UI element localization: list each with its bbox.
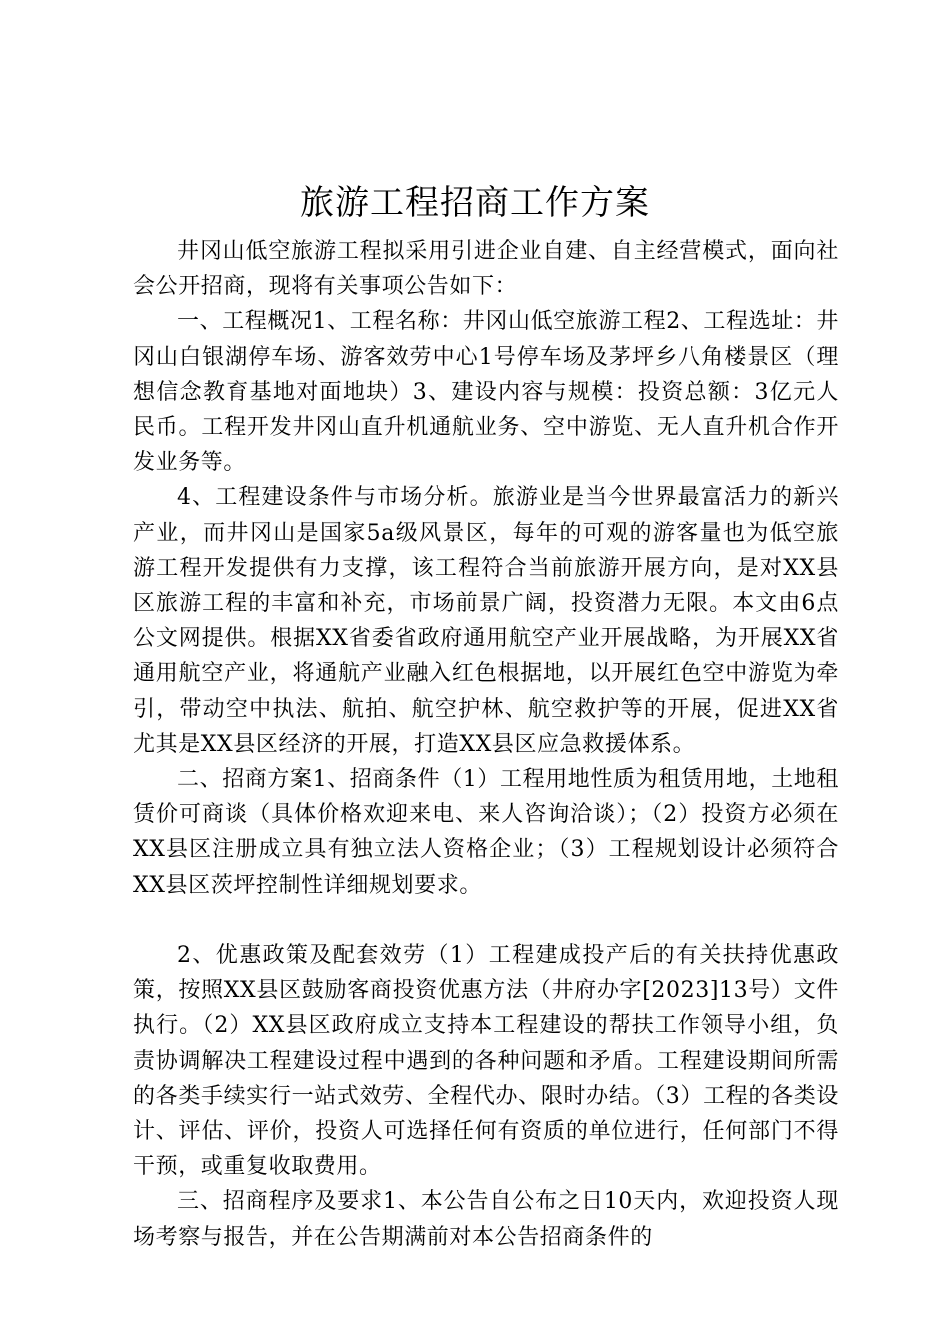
paragraph-investment-plan: 二、招商方案1、招商条件（1）工程用地性质为租赁用地，土地租赁价可商谈（具体价格欢迎来电、来人咨询洽谈）；（2）投资方必须在XX县区注册成立具有独立法人资格企业；（3）工程规划设计必须符合XX县区茨坪控制性详细规划要求。 [133,767,839,898]
paragraph-market-analysis: 4、工程建设条件与市场分析。旅游业是当今世界最富活力的新兴产业，而井冈山是国家5a级风景区，每年的可观的游客量也为低空旅游工程开发提供有力支撑，该工程符合当前旅游开展方向，是对XX县区旅游工程的丰富和补充，市场前景广阔，投资潜力无限。本文由6点公文网提供。根据XX省委省政府通用航空产业开展战略，为开展XX省通用航空产业，将通航产业融入红色根据地，以开展红色空中游览为牵引，带动空中执法、航拍、航空护林、航空救护等的开展，促进XX省尤其是XX县区经济的开展，打造XX县区应急救援体系。 [133,485,839,757]
document-title: 旅游工程招商工作方案 [300,183,650,223]
paragraph-procedure: 三、招商程序及要求1、本公告自公布之日10天内，欢迎投资人现场考察与报告，并在公告期满前对本公告招商条件的 [133,1189,839,1250]
paragraph-intro: 井冈山低空旅游工程拟采用引进企业自建、自主经营模式，面向社会公开招商，现将有关事项公告如下： [133,239,839,300]
paragraph-spacer [133,903,839,938]
document-body [133,234,839,1255]
paragraph-project-overview: 一、工程概况1、工程名称：井冈山低空旅游工程2、工程选址：井冈山白银湖停车场、游客效劳中心1号停车场及茅坪乡八角楼景区（理想信念教育基地对面地块）3、建设内容与规模：投资总额：3亿元人民币。工程开发井冈山直升机通航业务、空中游览、无人直升机合作开发业务等。 [133,309,839,476]
paragraph-preferential-policy: 2、优惠政策及配套效劳（1）工程建成投产后的有关扶持优惠政策，按照XX县区鼓励客商投资优惠方法（井府办字[2023]13号）文件执行。（2）XX县区政府成立支持本工程建设的帮扶工作领导小组，负责协调解决工程建设过程中遇到的各种问题和矛盾。工程建设期间所需的各类手续实行一站式效劳、全程代办、限时办结。（3）工程的各类设计、评估、评价，投资人可选择任何有资质的单位进行，任何部门不得干预，或重复收取费用。 [133,943,839,1180]
